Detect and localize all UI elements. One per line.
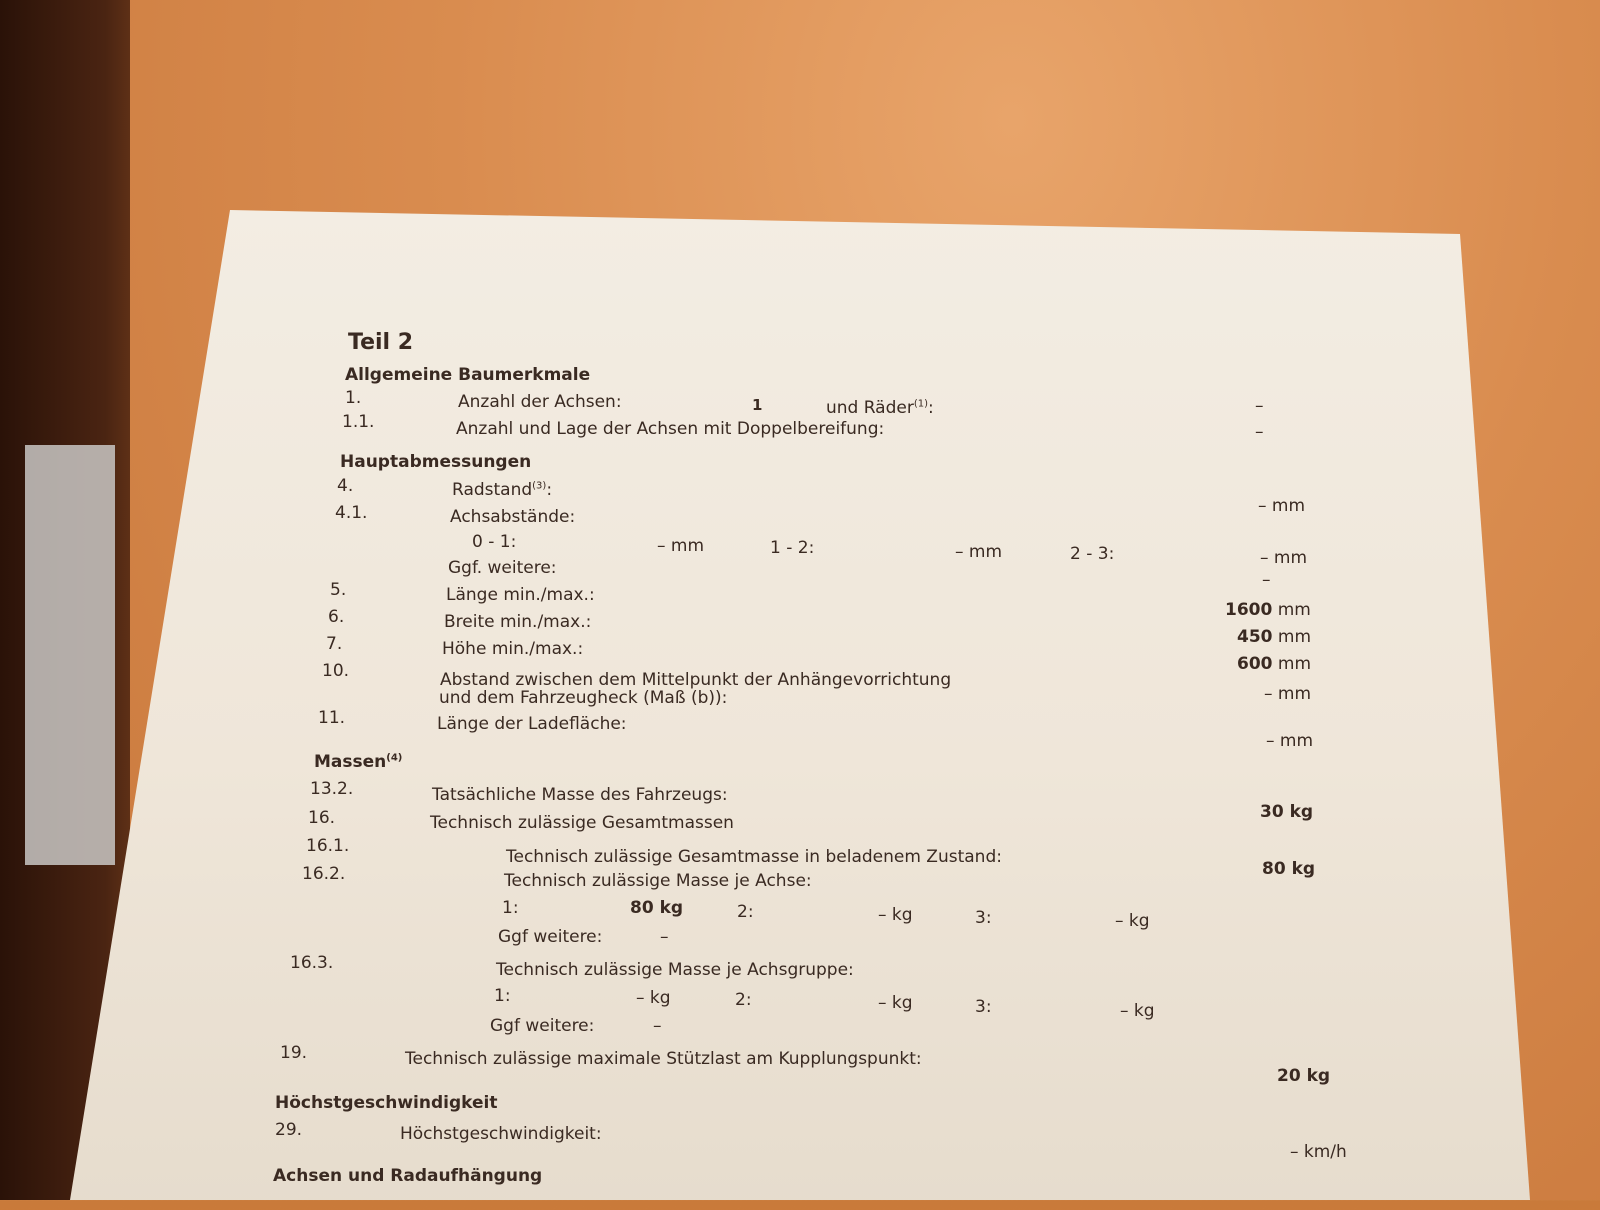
row-number: 4.1. xyxy=(335,503,368,523)
sub-value: 80 kg xyxy=(630,898,684,918)
sub-value: – kg xyxy=(1115,911,1150,931)
row-label: Abstand zwischen dem Mittelpunkt der Anhängevorrichtung xyxy=(440,670,952,690)
row-value: – km/h xyxy=(1290,1142,1347,1162)
sub-label: Ggf weitere: xyxy=(490,1016,595,1036)
row-number: 16.1. xyxy=(306,836,350,856)
row-label: und dem Fahrzeugheck (Maß (b)): xyxy=(439,688,728,708)
sub-label: 3: xyxy=(975,997,992,1017)
section-heading-haupt: Hauptabmessungen xyxy=(340,452,532,472)
section-heading-speed: Höchstgeschwindigkeit xyxy=(275,1093,498,1113)
row-value: 1 xyxy=(752,396,763,414)
sub-value: – kg xyxy=(1120,1001,1155,1021)
row-label: Achsabstände: xyxy=(450,507,576,527)
row-number: 13.2. xyxy=(310,779,354,799)
row-label-raeder: und Räder$^{(1)}$: xyxy=(826,398,934,418)
row-value: 20 kg xyxy=(1277,1066,1331,1086)
row-number: 1.1. xyxy=(342,412,375,432)
sub-value: – kg xyxy=(878,993,913,1013)
sub-value: – mm xyxy=(1260,548,1308,568)
row-number: 16.3. xyxy=(290,953,334,973)
row-value: – mm xyxy=(1266,731,1314,751)
row-number: 16. xyxy=(308,808,336,828)
row-number: 16.2. xyxy=(302,864,346,884)
sub-label: 2 - 3: xyxy=(1070,544,1115,564)
row-value: 600 mm xyxy=(1237,654,1312,674)
sub-label: 2: xyxy=(737,902,754,922)
row-label: Höhe min./max.: xyxy=(442,639,584,659)
row-number: 4. xyxy=(337,476,354,496)
row-label: Technisch zulässige maximale Stützlast am Kupplungspunkt: xyxy=(405,1049,922,1069)
row-value: 1600 mm xyxy=(1225,600,1311,620)
sub-value: – xyxy=(660,927,669,947)
row-number: 5. xyxy=(330,580,347,600)
sub-value: – xyxy=(653,1016,662,1036)
row-value: – xyxy=(1255,422,1264,442)
row-label: Anzahl der Achsen: xyxy=(458,392,622,412)
sub-label: 0 - 1: xyxy=(472,532,517,552)
sub-label: 1: xyxy=(502,898,519,918)
row-number: 1. xyxy=(345,388,362,408)
row-number: 10. xyxy=(322,661,350,681)
row-value: – mm xyxy=(1258,496,1306,516)
sub-label: 2: xyxy=(735,990,752,1010)
section-heading-achsen: Achsen und Radaufhängung xyxy=(273,1166,543,1186)
sub-value: – mm xyxy=(657,536,705,556)
section-heading-allgemein: Allgemeine Baumerkmale xyxy=(345,365,591,385)
row-label: Länge min./max.: xyxy=(446,585,595,605)
row-value: 450 mm xyxy=(1237,627,1312,647)
row-value: – mm xyxy=(1264,684,1312,704)
sub-value: – mm xyxy=(955,542,1003,562)
row-number: 19. xyxy=(280,1043,308,1063)
row-label: Breite min./max.: xyxy=(444,612,592,632)
section-heading-massen: Massen$^{(4)}$ xyxy=(314,752,403,772)
sub-label: Ggf weitere: xyxy=(498,927,603,947)
sub-label: 1 - 2: xyxy=(770,538,815,558)
row-number: 11. xyxy=(318,708,346,728)
row-label: Tatsächliche Masse des Fahrzeugs: xyxy=(432,785,728,805)
row-value: 80 kg xyxy=(1262,859,1316,879)
sub-label: 1: xyxy=(494,986,511,1006)
row-value-raeder: – xyxy=(1255,396,1264,416)
row-label: Radstand$^{(3)}$: xyxy=(452,480,553,500)
page-title: Teil 2 xyxy=(348,330,414,355)
row-label: Technisch zulässige Masse je Achse: xyxy=(504,871,812,891)
row-label: Anzahl und Lage der Achsen mit Doppelbereifung: xyxy=(456,419,885,439)
row-label: Höchstgeschwindigkeit: xyxy=(400,1124,602,1144)
row-number: 7. xyxy=(326,634,343,654)
row-number: 29. xyxy=(275,1120,303,1140)
row-label: Länge der Ladefläche: xyxy=(437,714,627,734)
row-label: Technisch zulässige Gesamtmassen xyxy=(430,813,734,833)
row-label: Technisch zulässige Masse je Achsgruppe: xyxy=(496,960,854,980)
row-label: Technisch zulässige Gesamtmasse in beladenem Zustand: xyxy=(506,847,1002,867)
sub-value: – kg xyxy=(878,905,913,925)
sub-value: – xyxy=(1262,570,1271,590)
sub-value: – kg xyxy=(636,988,671,1008)
sub-label: 3: xyxy=(975,908,992,928)
sub-label: Ggf. weitere: xyxy=(448,558,557,578)
row-number: 6. xyxy=(328,607,345,627)
row-value: 30 kg xyxy=(1260,802,1314,822)
